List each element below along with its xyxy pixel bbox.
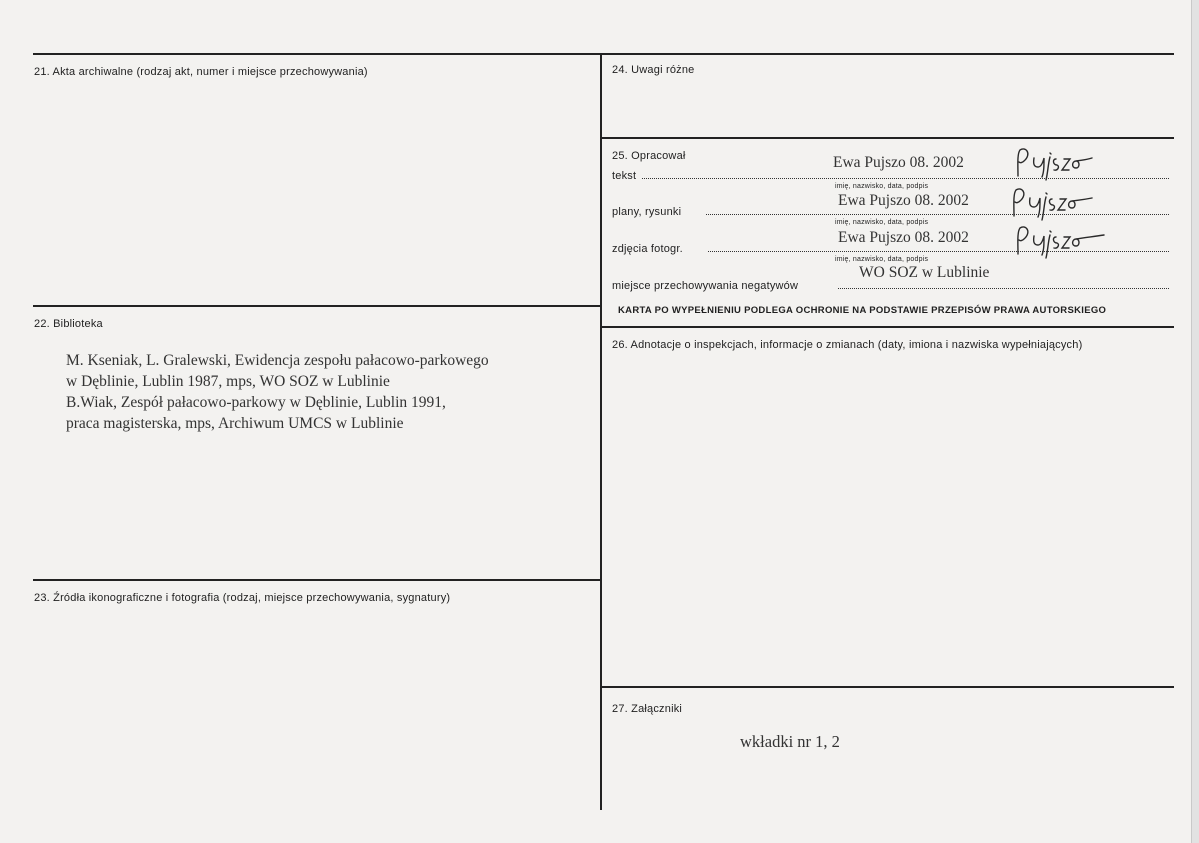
zdjecia-label: zdjęcia fotogr. — [612, 243, 683, 255]
zdjecia-caption: imię, nazwisko, data, podpis — [835, 256, 929, 263]
rule-23 — [33, 579, 601, 581]
field-26-label: 26. Adnotacje o inspekcjach, informacje o zmianach (daty, imiona i nazwiska wypełniających) — [612, 339, 1083, 351]
bib-line: M. Kseniak, L. Gralewski, Ewidencja zespołu pałacowo-parkowego — [66, 352, 489, 369]
zalaczniki-value: wkładki nr 1, 2 — [740, 732, 840, 751]
biblioteka-entries — [66, 350, 489, 434]
top-rule — [33, 53, 1174, 55]
copyright-notice: KARTA PO WYPEŁNIENIU PODLEGA OCHRONIE NA PODSTAWIE PRZEPISÓW PRAWA AUTORSKIEGO — [618, 305, 1107, 316]
negatywy-value: WO SOZ w Lublinie — [859, 264, 990, 281]
tekst-caption: imię, nazwisko, data, podpis — [835, 183, 929, 190]
plany-value: Ewa Pujszo 08. 2002 — [838, 192, 969, 209]
negatywy-dotted-line — [838, 288, 1169, 289]
field-21-label: 21. Akta archiwalne (rodzaj akt, numer i miejsce przechowywania) — [34, 66, 368, 78]
rule-22 — [33, 305, 601, 307]
zdjecia-value: Ewa Pujszo 08. 2002 — [838, 229, 969, 246]
tekst-value: Ewa Pujszo 08. 2002 — [833, 154, 964, 171]
rule-notice — [601, 326, 1174, 328]
rule-25 — [601, 137, 1174, 139]
plany-dotted-line — [706, 214, 1169, 215]
signature-zdjecia — [1012, 224, 1108, 260]
field-24-label: 24. Uwagi różne — [612, 64, 695, 76]
field-22-label: 22. Biblioteka — [34, 318, 103, 330]
bib-line: B.Wiak, Zespół pałacowo-parkowy w Dęblinie, Lublin 1991, — [66, 394, 446, 411]
signature-tekst — [1012, 146, 1102, 182]
signature-plany — [1008, 186, 1098, 222]
plany-label: plany, rysunki — [612, 206, 682, 218]
rule-27 — [601, 686, 1174, 688]
tekst-label: tekst — [612, 170, 637, 182]
plany-caption: imię, nazwisko, data, podpis — [835, 219, 929, 226]
field-25-label: 25. Opracował — [612, 150, 686, 162]
paper-edge — [1191, 0, 1199, 843]
vertical-divider — [600, 54, 602, 810]
bib-line: w Dęblinie, Lublin 1987, mps, WO SOZ w Lublinie — [66, 373, 390, 390]
field-23-label: 23. Źródła ikonograficzne i fotografia (rodzaj, miejsce przechowywania, sygnatury) — [34, 592, 451, 604]
negatywy-label: miejsce przechowywania negatywów — [612, 280, 799, 292]
bib-line: praca magisterska, mps, Archiwum UMCS w Lublinie — [66, 415, 404, 432]
field-27-label: 27. Załączniki — [612, 703, 683, 715]
